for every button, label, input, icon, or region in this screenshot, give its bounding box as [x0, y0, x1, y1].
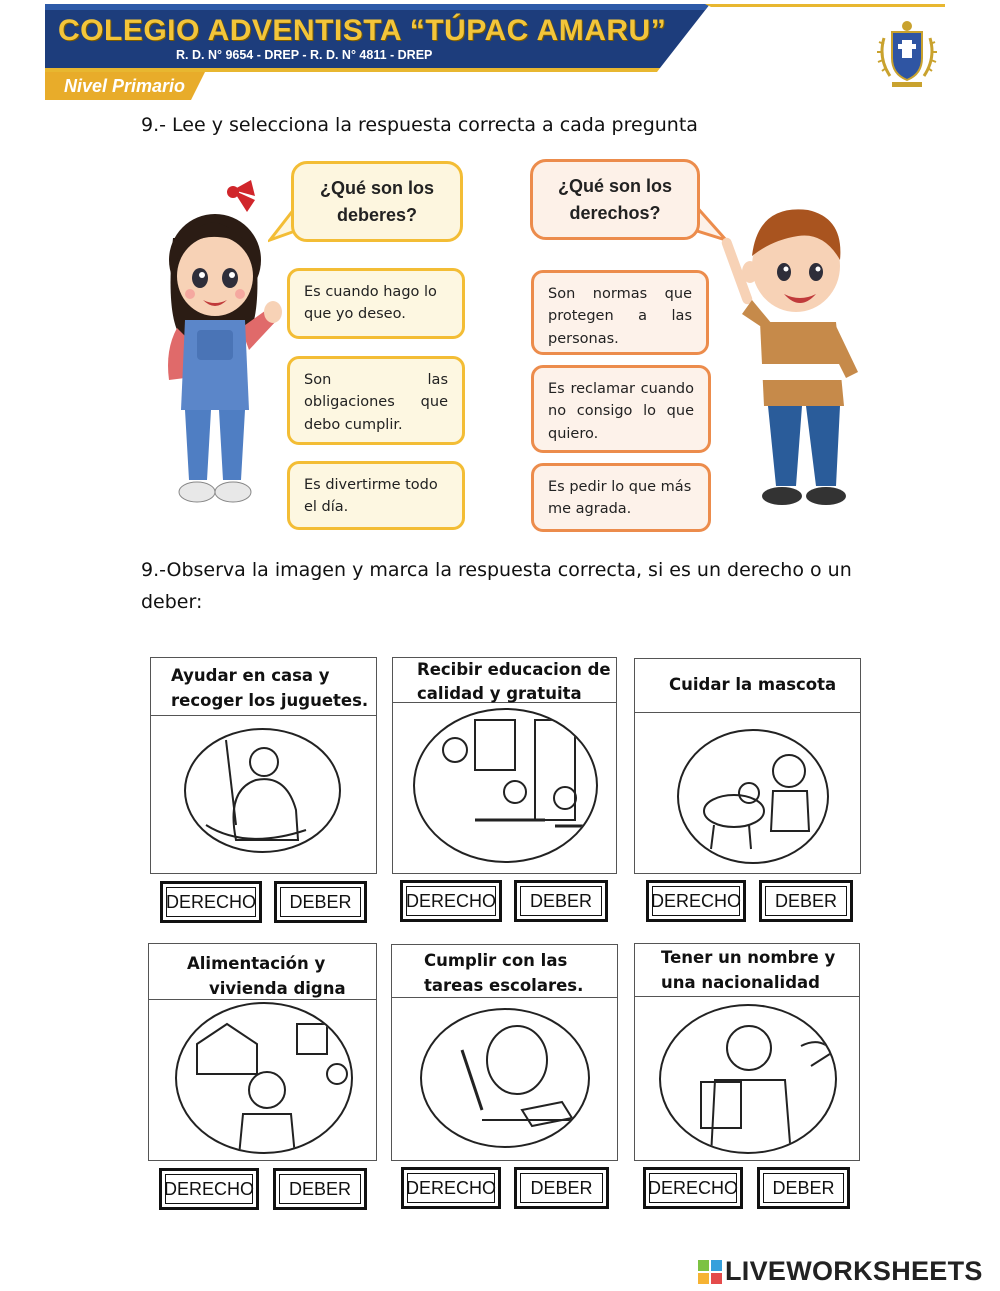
card-1-deber-label: DEBER — [289, 891, 352, 912]
card-1-illustration — [184, 728, 341, 853]
derechos-answer-2[interactable]: Es reclamar cuando no consigo lo que quiero. — [531, 365, 711, 453]
card-5-illustration — [420, 1008, 590, 1148]
card-4-illustration — [175, 1002, 353, 1154]
school-name: COLEGIO ADVENTISTA “TÚPAC AMARU” — [58, 14, 667, 47]
card-2-deber-button[interactable] — [514, 880, 608, 922]
card-6-deber-label: DEBER — [772, 1177, 835, 1198]
card-6-label — [635, 944, 859, 997]
card-2-derecho-button[interactable] — [400, 880, 502, 922]
card-2-derecho-label: DERECHO — [405, 890, 496, 911]
section1-title: 9.- Lee y selecciona la respuesta correcta a cada pregunta — [141, 114, 698, 136]
card-4-label-line2: vivienda digna — [209, 978, 346, 998]
card-5-derecho-label: DERECHO — [405, 1177, 496, 1198]
card-1-label-line1: Ayudar en casa y — [171, 666, 330, 685]
card-5-label-line1: Cumplir con las — [424, 951, 568, 970]
card-1-derecho-button[interactable] — [160, 881, 262, 923]
card-1-deber-button[interactable] — [274, 881, 367, 923]
activity-card-6 — [634, 943, 860, 1161]
card-4-deber-label: DEBER — [288, 1178, 351, 1199]
derechos-answer-1[interactable]: Son normas que protegen a las personas. — [531, 270, 709, 355]
card-1-label — [151, 658, 376, 716]
card-6-derecho-label: DERECHO — [647, 1177, 738, 1198]
deberes-answer-2[interactable]: Son las obligaciones que debo cumplir. — [287, 356, 465, 445]
card-2-label — [393, 658, 616, 703]
card-5-deber-label: DEBER — [530, 1177, 593, 1198]
school-crest-icon — [876, 18, 938, 90]
card-6-derecho-button[interactable] — [643, 1167, 743, 1209]
card-3-label — [635, 659, 860, 713]
card-2-illustration — [413, 708, 598, 863]
card-6-illustration — [659, 1004, 837, 1154]
card-3-label-line1: Cuidar la mascota — [669, 675, 837, 694]
section2-title-line1: 9.-Observa la imagen y marca la respuesta correcta, si es un derecho o un — [141, 559, 852, 581]
activity-card-4 — [148, 943, 377, 1161]
card-5-derecho-button[interactable] — [401, 1167, 501, 1209]
card-3-derecho-button[interactable] — [646, 880, 746, 922]
card-3-derecho-label: DERECHO — [650, 890, 741, 911]
deberes-answer-1[interactable]: Es cuando hago lo que yo deseo. — [287, 268, 465, 339]
activity-card-1 — [150, 657, 377, 874]
card-3-deber-label: DEBER — [774, 890, 837, 911]
level-label: Nivel Primario — [64, 76, 186, 96]
card-4-deber-button[interactable] — [273, 1168, 367, 1210]
card-2-label-line1: Recibir educacion de — [417, 660, 611, 679]
card-2-label-line2: calidad y gratuita — [417, 683, 582, 703]
card-6-deber-button[interactable] — [757, 1167, 850, 1209]
activity-card-2 — [392, 657, 617, 874]
section2-title-line2: deber: — [141, 591, 203, 613]
card-6-label-line2: una nacionalidad — [661, 972, 820, 992]
card-1-label-line2: recoger los juguetes. — [171, 690, 369, 710]
card-2-deber-label: DEBER — [529, 890, 592, 911]
activity-card-3 — [634, 658, 861, 874]
card-1-derecho-label: DERECHO — [165, 891, 256, 912]
deberes-answer-3[interactable]: Es divertirme todo el día. — [287, 461, 465, 530]
card-4-derecho-label: DERECHO — [163, 1178, 254, 1199]
derechos-answer-3[interactable]: Es pedir lo que más me agrada. — [531, 463, 711, 532]
derechos-question-bubble: ¿Qué son los derechos? — [530, 159, 700, 240]
footer-brand: LIVEWORKSHEETS — [725, 1256, 983, 1286]
card-5-label — [392, 945, 617, 998]
card-5-label-line2: tareas escolares. — [424, 975, 584, 995]
activity-card-5 — [391, 944, 618, 1161]
resolution-numbers: R. D. N° 9654 - DREP - R. D. N° 4811 - DREP — [176, 48, 433, 62]
card-6-label-line1: Tener un nombre y — [661, 948, 836, 967]
card-5-deber-button[interactable] — [514, 1167, 609, 1209]
card-3-illustration — [677, 729, 829, 864]
liveworksheets-logo[interactable] — [697, 1256, 983, 1287]
card-4-label — [149, 944, 376, 1000]
card-3-deber-button[interactable] — [759, 880, 853, 922]
liveworksheets-logo-icon — [697, 1259, 723, 1285]
card-4-derecho-button[interactable] — [159, 1168, 259, 1210]
girl-illustration — [145, 180, 285, 510]
card-4-label-line1: Alimentación y — [187, 954, 326, 973]
boy-illustration — [712, 196, 862, 516]
deberes-question-bubble: ¿Qué son los deberes? — [291, 161, 463, 242]
